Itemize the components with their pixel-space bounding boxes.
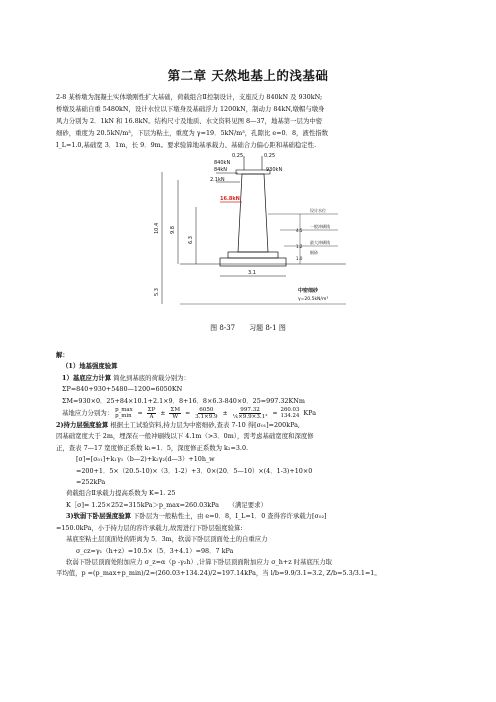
normal-scour-label: 一般冲刷线 [310, 224, 330, 229]
step-1-line [56, 373, 450, 384]
footing-upper [228, 252, 278, 258]
dim-right-upper: 4.5 [296, 228, 303, 233]
step-1-text: 简化到基底的荷载分别为： [113, 373, 190, 382]
step-2-line-5: =200+1．5×（20.5-10)×（3．1-2）+3．0×(20．5—10）×(4．1-3)+10×0 [76, 466, 313, 475]
step-2-line-3: 正，查表 7—17 宽度修正系数 k₁=1．5，深度修正系数为 k₂=3.0. [56, 443, 249, 452]
wind-cap-label: 2.1kN [210, 177, 225, 183]
pier-diagram [150, 152, 380, 324]
step-3-line-4: σ_cz=γ₁（h+z）=10.5×（5．3+4.1）=98．7 kPa [76, 546, 234, 555]
step-3-line-1: 3)软弱下卧层强度验算 下卧层为一般粘性土，由 e=0．8，I_L=1．0 查得容许承载力[σ₀₂] [66, 512, 327, 521]
step-2-line-7: 荷载组合Ⅱ承载力提高系数为 K=1. 25 [66, 489, 176, 498]
step-2-line-2: 因基础宽度大于 2m，埋深在一般冲刷线以下 4.1m（>3．0m），需考虑基础宽度和深度修 [56, 432, 314, 441]
frac-values-1: $\frac{6050}{3.1\times 9.9}$ [195, 407, 218, 421]
stress-results: 260.03 134.24 [280, 407, 300, 419]
pier-diagram-svg [150, 152, 380, 324]
pier-cap [236, 170, 270, 174]
reaction-right-label: 930kN [266, 167, 283, 173]
problem-line-2: 桥墩及基础自重 5480kN，设计水位以下墩身及基础浮力 1200kN，制动力 84kN,墩帽与墩身 [56, 105, 325, 113]
footing-lower [220, 258, 286, 266]
step-1-title: 1）基底应力计算 [62, 373, 112, 382]
braking-label: 84kN [214, 167, 227, 173]
step-2-line-1: 2)持力层强度验算 根据土工试验资料,持力层为中密细砂,查表 7-10 得[σ₀₁]=200kPa, [56, 421, 300, 430]
step-2-line-6: =252kPa [76, 478, 106, 487]
chapter-title: 第二章 天然地基上的浅基础 [167, 68, 329, 83]
problem-line-3: 风力分别为 2．1kN 和 16.8kN。结构尺寸及地质、水文资料见图 8—37，地基第一层为中密 [56, 117, 323, 125]
problem-line-1: 2-8 某桥墩为混凝土实体墩刚性扩大基础，荷载组合Ⅱ控制设计，支座反力 840kN 及 930kN; [56, 93, 323, 101]
stress-formula: 基地应力分别为： p_max p_min = $\frac{\Sigma P}{A}$ ± $\frac{\Sigma M}{W}$ = $\frac{6050}{3.1\times 9.9}$ ± $\frac{997.32}{\text{⅙×9.9×3.1²}}$ = 260.03 134.24 KPa [62, 407, 317, 421]
soil-weight-label: γ=20.5kN/m³ [298, 297, 329, 302]
design-water-label: 设计水位 [310, 208, 326, 213]
stress-label: 基地应力分别为： [62, 408, 114, 417]
step-3-line-6: 平均值，p =(p_max+p_min)/2=(260.03+134.24)/2=197.14kPa，当 l/b=9.9/3.1=3.2, Z/b=5.3/3.1=1。 [56, 569, 381, 578]
offset-right-label: 0.25 [264, 153, 276, 159]
max-scour-label: 最大冲刷线 [310, 240, 330, 245]
step-2-line-8: K［σ]= 1.25×252=315kPa＞p_max=260.03kPa （满足要求） [66, 500, 267, 509]
dim-total-label: 10.4 [154, 222, 160, 234]
dim-right-lower: 1.0 [296, 256, 303, 261]
step-3-line-3: 基底至粘土层顶面处的距离为 5．3m，软弱下卧层顶面处土的自重应力 [66, 535, 268, 544]
section-heading-1: （1）地基强度验算 [62, 362, 118, 371]
problem-line-5: I_L=1.0,基础宽 3．1m，长 9．9m。要求验算地基承载力、基础合力偏心距和基础稳定性. [56, 141, 317, 149]
step-3-title: 3)软弱下卧层强度验算 [66, 512, 131, 521]
wind-pier-label: 16.8kN [220, 196, 240, 202]
soil-layer-label: 中密细砂 [298, 288, 319, 294]
frac-p-a: $\frac{\Sigma P}{A}$ [147, 407, 156, 421]
eq-sum-p: ΣP=840+930+5480—1200=6050KN [62, 385, 183, 394]
offset-left-label: 0.25 [232, 153, 244, 159]
eq-sum-m: ΣM=930×0．25+84×10.1+2.1×9．8+16．8×6.3-840×0．25=997.32KNm [62, 396, 305, 405]
frac-m-w: $\frac{\Sigma M}{W}$ [170, 407, 181, 421]
dim-bottom-label: 5.3 [154, 288, 160, 296]
footing-width-label: 3.1 [248, 270, 256, 276]
step-3-line-5: 软弱下卧层顶面处附加应力 σ_z=α（p -γ₂h）,计算下卧层顶面附加应力 σ_h+z 时基底压力取 [66, 557, 333, 566]
figure-caption: 图 8-37 习题 8-1 图 [210, 324, 286, 332]
step-2-line-4: [σ]=[σ₀₁]+k₁γ₁（b—2)+k₂γ₂(d—3）+10h_w [76, 455, 215, 464]
step-3-line-2: =150.0kPa，小于持力层的容许承载力,故需进行下卧层强度验算: [56, 523, 243, 532]
solution-block [56, 350, 450, 580]
reaction-left-label: 840kN [214, 160, 231, 166]
solution-label: 解： [56, 351, 69, 359]
stress-lhs: p_max p_min [115, 407, 133, 419]
dim-mid-label: 6.3 [188, 236, 194, 244]
dim-right-mid: 1.2 [296, 244, 303, 249]
dim-pier-label: 9.8 [170, 226, 176, 234]
pier-body [238, 174, 268, 252]
fine-sand-label: 细砂 [310, 250, 318, 255]
frac-values-2: $\frac{997.32}{\text{⅙×9.9×3.1²}}$ [232, 407, 268, 421]
problem-line-4: 细砂，重度为 20.5kN/m³，下层为粘土，重度为 γ=19．5kN/m³，孔隙比 e=0．8，液性指数 [56, 129, 328, 137]
stress-unit: KPa [303, 408, 317, 417]
step-2-title: 2)持力层强度验算 [56, 421, 109, 430]
